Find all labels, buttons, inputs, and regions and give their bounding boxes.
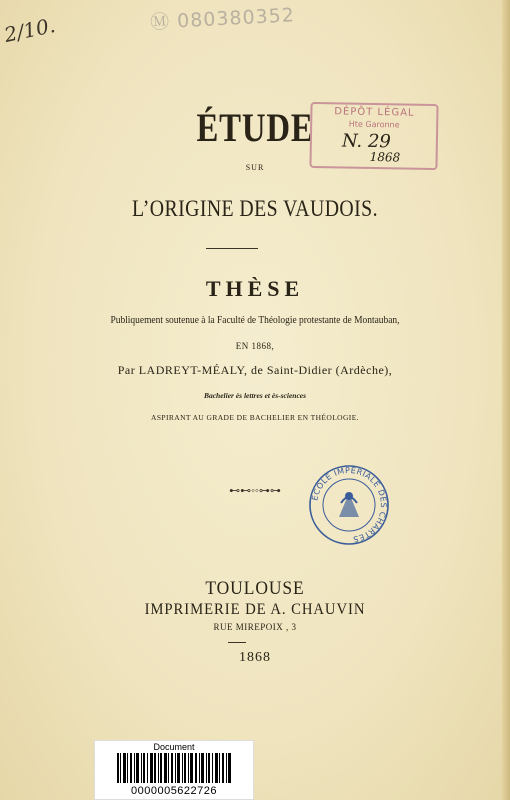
svg-text:ÉCOLE IMPÉRIALE DES CHARTES: ÉCOLE IMPÉRIALE DES CHARTES [310, 465, 389, 544]
title-connector: SUR [245, 163, 265, 172]
stamp-number: N. 29 [341, 130, 392, 153]
stamp-line-2: Hte Garonne [348, 119, 400, 130]
imprint-city: TOULOUSE [205, 578, 305, 599]
barcode-title: Document [153, 742, 195, 752]
barcode-number: 0000005622726 [130, 785, 218, 797]
defense-year-line: EN 1868, [235, 341, 275, 351]
stamp-year: 1868 [369, 149, 401, 165]
ornament-divider: ⊷⊷◦◦⊶⊶ [229, 485, 281, 497]
barcode-label [94, 740, 254, 800]
degree-line: Bachelier ès lettres et ès-sciences [203, 391, 307, 400]
imprint-rule [228, 642, 246, 643]
divider-rule [206, 248, 258, 249]
page-edge [502, 0, 510, 800]
page-subtitle: L’ORIGINE DES VAUDOIS. [132, 196, 378, 221]
imprint-street: RUE MIREPOIX , 3 [213, 622, 297, 632]
aspirant-line: ASPIRANT AU GRADE DE BACHELIER EN THÉOLOGIE. [151, 413, 359, 422]
imprint-printer: IMPRIMERIE DE A. CHAUVIN [144, 601, 366, 618]
barcode-icon [117, 753, 231, 783]
handwritten-shelfmark: 2/10. [2, 12, 58, 48]
page-title: ÉTUDE [196, 105, 314, 150]
legal-deposit-stamp [309, 102, 438, 170]
defense-line: Publiquement soutenue à la Faculté de Théologie protestante de Montauban, [110, 315, 400, 326]
stamp-line-1: DÉPÔT LÉGAL [334, 106, 415, 119]
handwritten-catalog-number: Ⓜ 080380352 [149, 4, 296, 34]
author-line: Par LADREYT-MÉALY, de Saint-Didier (Ardèche), [117, 363, 393, 377]
thesis-heading: THÈSE [205, 276, 305, 301]
library-seal-icon [307, 463, 391, 547]
imprint-year: 1868 [239, 650, 271, 665]
